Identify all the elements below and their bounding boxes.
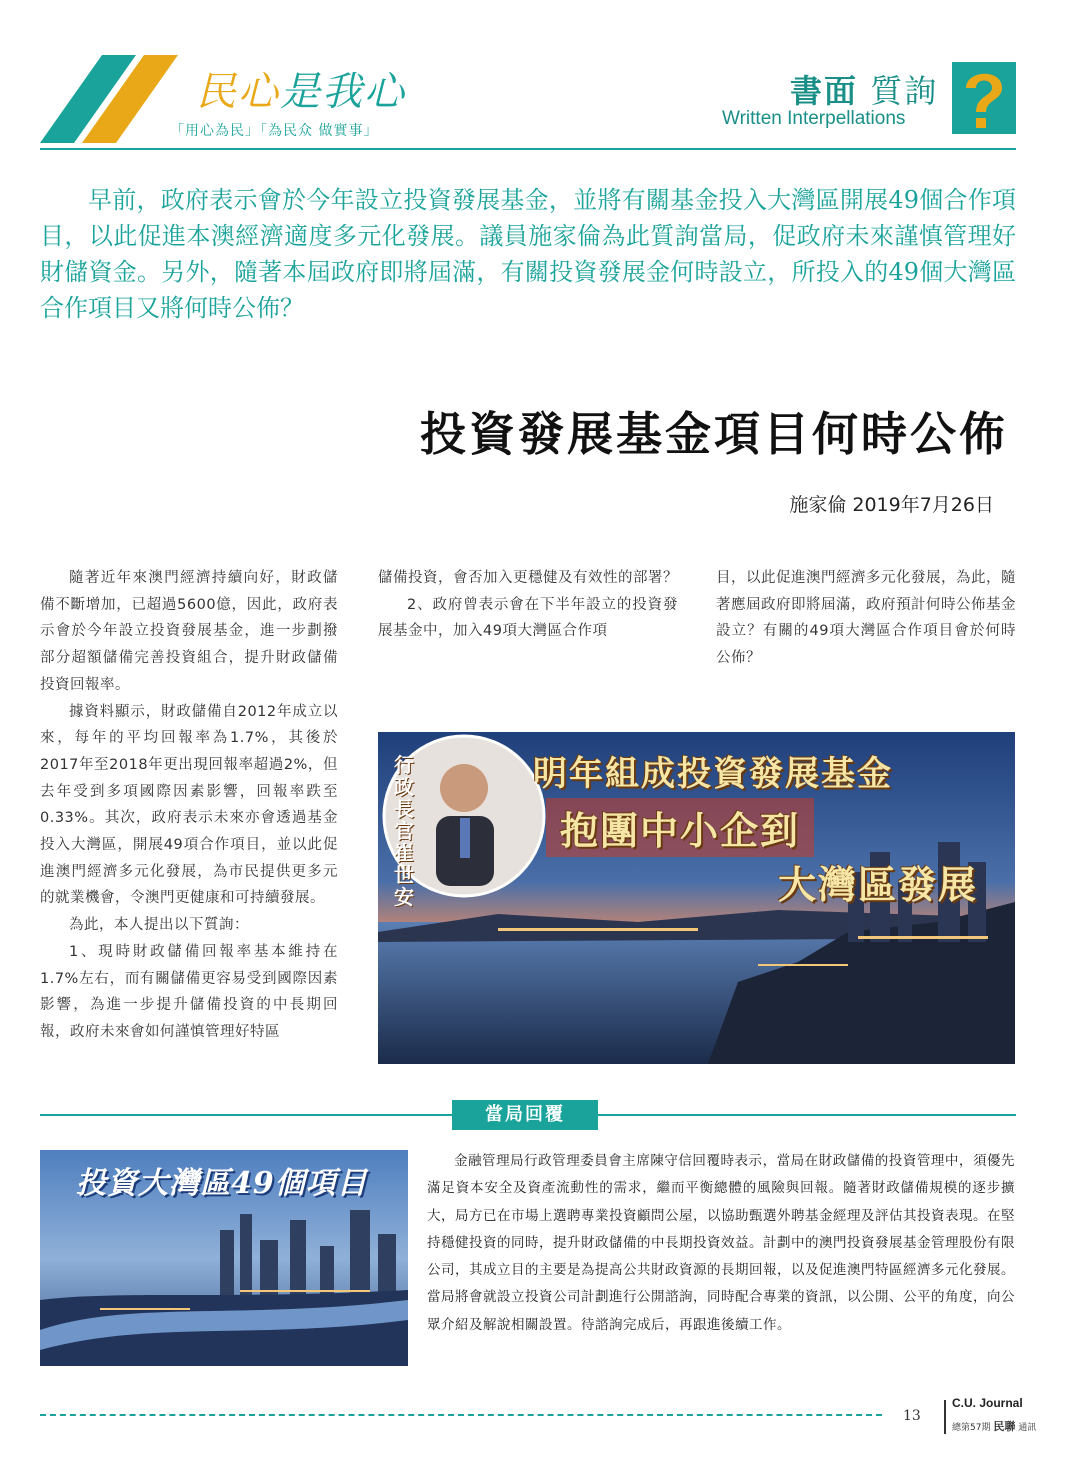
intro-paragraph: 早前，政府表示會於今年設立投資發展基金，並將有關基金投入大灣區開展49個合作項目，以此促進本澳經濟適度多元化發展。議員施家倫為此質詢當局，促政府未來謹慎管理好財儲資金。另外，隨著本屆政府即將屆滿，有關投資發展金何時設立，所投入的49個大灣區合作項目又將何時公佈？ xyxy=(40,186,1016,322)
column1-paragraph: 隨著近年來澳門經濟持續向好，財政儲備不斷增加，已超過5600億，因此，政府表示會於今年設立投資發展基金，進一步劃撥部分超額儲備完善投資組合，提升財政儲備投資回報率。 xyxy=(40,570,338,693)
issue-name: 民聯 xyxy=(993,1420,1016,1433)
section-title-en: Written Interpellations xyxy=(722,108,906,129)
article-column-3 xyxy=(716,565,1016,672)
page-number: 13 xyxy=(903,1408,921,1424)
photo1-side-caption: 行政長官崔世安 xyxy=(394,753,414,909)
article-column-1 xyxy=(40,565,338,1046)
reply-paragraph: 金融管理局行政管理委員會主席陳守信回覆時表示，當局在財政儲備的投資管理中，須優先滿足資本安全及資產流動性的需求，繼而平衡總體的風險與回報。隨著財政儲備規模的逐步擴大，局方已在市場上選聘專業投資顧問公屋，以協助甄選外聘基金經理及評估其投資表現。在堅持穩健投資的同時，提升財政儲備的中長期投資效益。計劃中的澳門投資發展基金管理股份有限公司，其成立目的主要是為提高公共財政資源的長期回報，以及促進澳門特區經濟多元化發展。當局將會就設立投資公司計劃進行公開諮詢，同時配合專業的資訊，以公開、公平的角度，向公眾介紹及解說相關設置。待諮詢完成后，再跟進後續工作。 xyxy=(427,1153,1015,1333)
column1-paragraph: 據資料顯示，財政儲備自2012年成立以來，每年的平均回報率為1.7%，其後於2017年至2018年更出現回報率超過2%，但去年受到多項國際因素影響，回報率跌至0.33%。其次，政府表示未來亦會透過基金投入大灣區，開展49項合作項目，並以此促進澳門經濟多元化發展，為市民提供更多元的就業機會，令澳門更健康和可持續發展。 xyxy=(40,703,338,907)
column2-paragraph: 儲備投資，會否加入更穩健及有效性的部署？ xyxy=(378,570,678,586)
section-title-bold: 書面 xyxy=(790,72,859,110)
article-byline: 施家倫 2019年7月26日 xyxy=(789,494,994,516)
header-stripes-graphic xyxy=(40,55,180,145)
brand-title-part2: 是我心 xyxy=(280,69,406,115)
city-photo-with-title xyxy=(40,1150,408,1366)
column3-paragraph: 目，以此促進澳門經濟多元化發展，為此，隨著應屆政府即將屆滿，政府預計何時公佈基金設立？有關的49項大灣區合作項目會於何時公佈？ xyxy=(716,570,1016,667)
section-title-light: 質詢 xyxy=(858,72,939,110)
column1-paragraph: 1、現時財政儲備回報率基本維持在1.7%左右，而有關儲備更容易受到國際因素影響，為進一步提升儲備投資的中長期回報，政府未來會如何謹慎管理好特區 xyxy=(40,943,338,1040)
footer-dashed-rule xyxy=(40,1414,882,1416)
footer-separator xyxy=(944,1400,946,1434)
column2-paragraph: 2、政府曾表示會在下半年設立的投資發展基金中，加入49項大灣區合作項 xyxy=(378,596,678,640)
brand-title xyxy=(196,60,406,117)
issue-label xyxy=(952,1418,1036,1434)
issue-suffix: 通訊 xyxy=(1015,1423,1037,1433)
photo2-title: 投資大灣區49個項目 xyxy=(76,1166,368,1201)
harbor-photo-with-headline xyxy=(378,732,1015,1064)
photo1-headline-line3: 大灣區發展 xyxy=(778,862,979,907)
journal-name: C.U. Journal xyxy=(952,1396,1023,1410)
reply-section-tab: 當局回覆 xyxy=(452,1100,598,1130)
brand-title-part1: 民心 xyxy=(196,69,280,115)
photo1-headline-line2: 抱團中小企到 xyxy=(546,798,814,857)
section-title-zh xyxy=(790,66,938,112)
issue-prefix: 總第57期 xyxy=(952,1423,994,1433)
article-title: 投資發展基金項目何時公佈 xyxy=(420,407,1008,461)
question-mark-icon xyxy=(952,62,1016,134)
brand-slogan: 「用心為民」「為民众 做實事」 xyxy=(170,123,379,139)
article-column-2 xyxy=(378,565,678,645)
photo1-headline-line1: 明年組成投資發展基金 xyxy=(533,754,893,794)
header-divider xyxy=(40,148,1016,150)
column1-paragraph: 為此，本人提出以下質詢： xyxy=(69,917,249,934)
